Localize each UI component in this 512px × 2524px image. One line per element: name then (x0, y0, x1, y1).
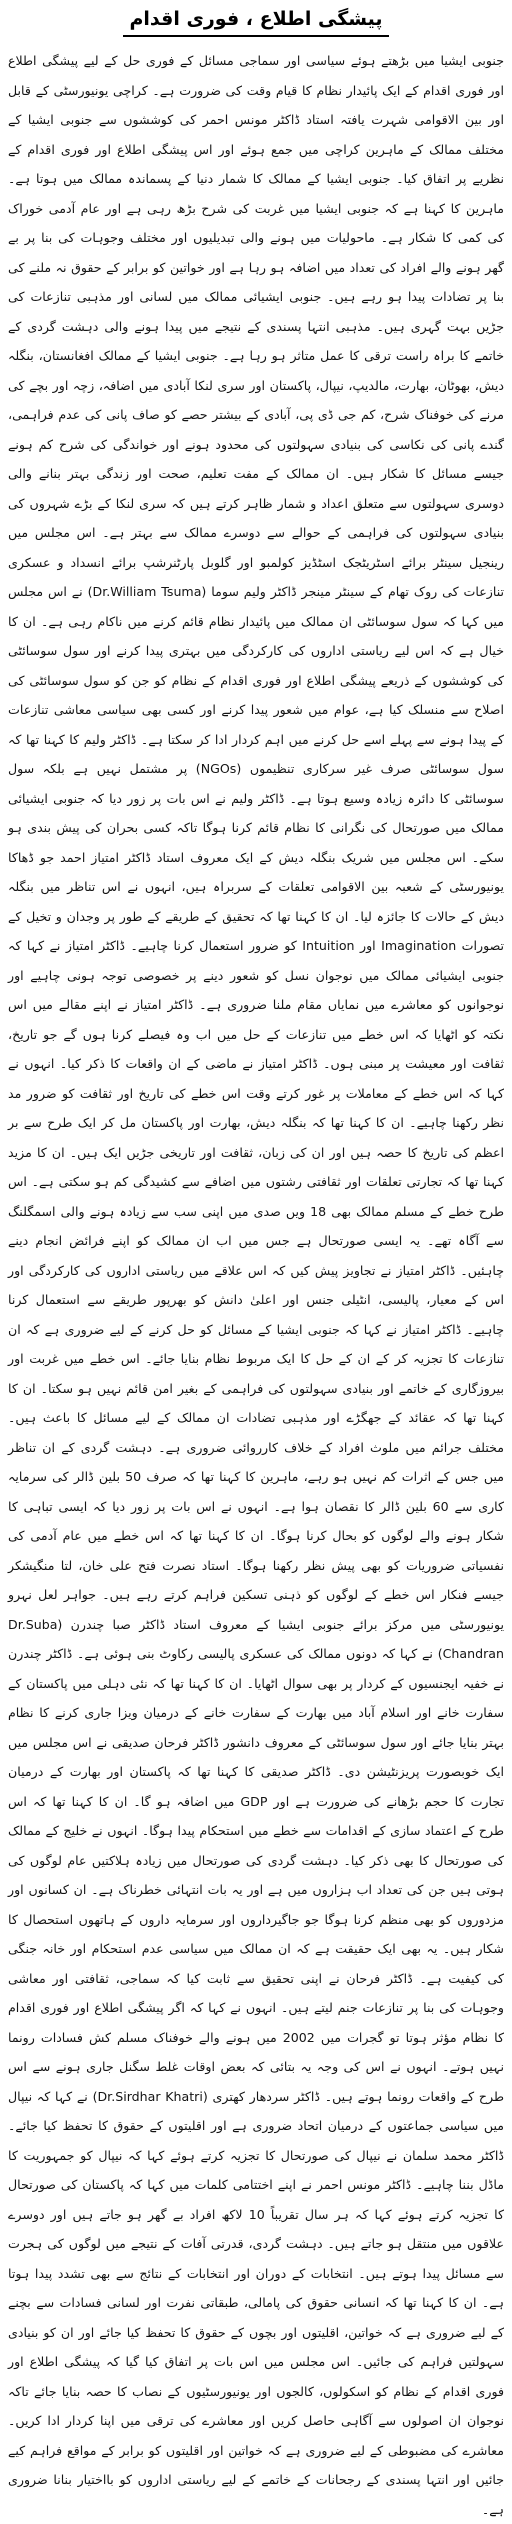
article-headline: پیشگی اطلاع ، فوری اقدام (123, 4, 388, 37)
headline-container (8, 4, 504, 36)
article-body (8, 46, 504, 2524)
article-body-text: جنوبی ایشیا میں بڑھتے ہوئے سیاسی اور سماجی مسائل کے فوری حل کے لیے پیشگی اطلاع اور فوری اقدام کے ایک پائیدار نظام کا قیام وقت کی ضرورت ہے۔ کراچی یونیورسٹی کے قابل اور بین الاقوامی شہرت یافتہ استاد ڈاکٹر مونس احمر کی کوششوں سے جنوبی ایشیا کے مختلف ممالک کے ماہرین کراچی میں جمع ہوئے اور اس پیشگی اطلاع اور فوری اقدام کے نظریے پر اتفاق کیا۔ جنوبی ایشیا کے ممالک کا شمار دنیا کے پسماندہ ممالک میں ہوتا ہے۔ ماہرین کا کہنا ہے کہ جنوبی ایشیا میں غربت کی شرح بڑھ رہی ہے اور عام آدمی خوراک کی کمی کا شکار ہے۔ ماحولیات میں ہونے والی تبدیلیوں اور مختلف وجوہات کی بنا پر بے گھر ہونے والے افراد کی تعداد میں اضافہ ہو رہا ہے اور خواتین کو برابر کے حقوق نہ ملنے کی بنا پر تضادات پیدا ہو رہے ہیں۔ جنوبی ایشیائی ممالک میں لسانی اور مذہبی تنازعات کی جڑیں بہت گہری ہیں۔ مذہبی انتہا پسندی کے نتیجے میں پیدا ہونے والی دہشت گردی کے خاتمے کا براہ راست ترقی کا عمل متاثر ہو رہا ہے۔ جنوبی ایشیا کے ممالک افغانستان، بنگلہ دیش، بھوٹان، بھارت، مالدیپ، نیپال، پاکستان اور سری لنکا آبادی میں اضافہ، زچہ اور بچے کی مرنے کی خوفناک شرح، کم جی ڈی پی، آبادی کے بیشتر حصے کو صاف پانی کی عدم فراہمی، گندے پانی کی نکاسی کی بنیادی سہولتوں کی محدود ہونے اور خواندگی کی شرح کم ہونے جیسے مسائل کا شکار ہیں۔ ان ممالک کے مفت تعلیم، صحت اور زندگی بہتر بنانے والی دوسری سہولتوں سے متعلق اعداد و شمار ظاہر کرتے ہیں کہ سری لنکا کے بڑے شہروں کی بنیادی سہولتوں کی فراہمی کے حوالے سے دوسرے ممالک سے بہتر ہے۔ اس مجلس میں رینجیل سینٹر برائے اسٹریٹجک اسٹڈیز کولمبو اور گلوبل پارٹنرشپ برائے انسداد و عسکری تنازعات کی روک تھام کے سینٹر مینجر ڈاکٹر ولیم سوما (Dr.William Tsuma) نے اس مجلس میں کہا کہ سول سوسائٹی ان ممالک میں پائیدار نظام قائم کرنے میں ناکام رہی ہے۔ ان کا خیال ہے کہ اس لیے ریاستی اداروں کی کارکردگی میں بہتری پیدا کرنے اور سول سوسائٹی کی کوششوں کے ذریعے پیشگی اطلاع اور فوری اقدام کے نظام کو جن کو سول سوسائٹی کی اصلاح سے منسلک کیا ہے، عوام میں شعور پیدا کرنے اور کسی بھی سیاسی معاشی تنازعات کے پیدا ہونے سے پہلے اسے حل کرنے میں اہم کردار ادا کر سکتا ہے۔ ڈاکٹر ولیم کا کہنا تھا کہ سول سوسائٹی صرف غیر سرکاری تنظیموں (NGOs) پر مشتمل نہیں ہے بلکہ سول سوسائٹی کا دائرہ زیادہ وسیع ہوتا ہے۔ ڈاکٹر ولیم نے اس بات پر زور دیا کہ جنوبی ایشیائی ممالک میں صورتحال کی نگرانی کا نظام قائم کرنا ہوگا تاکہ کسی بحران کی پیش بندی ہو سکے۔ اس مجلس میں شریک بنگلہ دیش کے ایک معروف استاد ڈاکٹر امتیاز احمد جو ڈھاکا یونیورسٹی کے شعبہ بین الاقوامی تعلقات کے سربراہ ہیں، انہوں نے اس تناظر میں بنگلہ دیش کے حالات کا جائزہ لیا۔ ان کا کہنا تھا کہ تحقیق کے طریقے کے طور پر وجدان و تخیل کے تصورات Imagination اور Intuition کو ضرور استعمال کرنا چاہیے۔ ڈاکٹر امتیاز نے کہا کہ جنوبی ایشیائی ممالک میں نوجوان نسل کو شعور دینے پر خصوصی توجہ ہونی چاہیے اور نوجوانوں کو معاشرے میں نمایاں مقام ملنا ضروری ہے۔ ڈاکٹر امتیاز نے اپنے مقالے میں اس نکتہ کو اٹھایا کہ اس خطے میں تنازعات کے حل میں اب وہ فیصلے کرنا ہوں گے جو تاریخ، ثقافت اور معیشت پر مبنی ہوں۔ ڈاکٹر امتیاز نے ماضی کے ان واقعات کا ذکر کیا۔ انہوں نے کہا کہ اس خطے کے معاملات پر غور کرتے وقت اس خطے کی تاریخ اور ثقافت کو ضرور مد نظر رکھنا چاہیے۔ ان کا کہنا تھا کہ بنگلہ دیش، بھارت اور پاکستان مل کر ایک طرح سے بر اعظم کی تاریخ کا حصہ ہیں اور ان کی زبان، ثقافت اور تاریخی جڑیں ایک ہیں۔ ان کا مزید کہنا تھا کہ تجارتی تعلقات اور ثقافتی رشتوں میں اضافے سے کشیدگی کم ہو سکتی ہے۔ اس طرح خطے کے مسلم ممالک بھی 18 ویں صدی میں اپنی سب سے زیادہ ہونے والی اسمگلنگ سے آگاہ تھے۔ یہ ایسی صورتحال ہے جس میں اب ان ممالک کو اپنے فرائض انجام دینے چاہئیں۔ ڈاکٹر امتیاز نے تجاویز پیش کیں کہ اس علاقے میں ریاستی اداروں کی کارکردگی اور اس کے معیار، پالیسی، انٹیلی جنس اور اعلیٰ دانش کو بھرپور طریقے سے استعمال کرنا چاہیے۔ ڈاکٹر امتیاز نے کہا کہ جنوبی ایشیا کے مسائل کو حل کرنے کے لیے ضروری ہے کہ ان تنازعات کا تجزیہ کر کے ان کے حل کا ایک مربوط نظام بنایا جائے۔ اس خطے میں غربت اور بیروزگاری کے خاتمے اور بنیادی سہولتوں کی فراہمی کے بغیر امن قائم نہیں ہو سکتا۔ ان کا کہنا تھا کہ عقائد کے جھگڑے اور مذہبی تضادات ان ممالک کے لیے مسائل کا باعث ہیں۔ مختلف جرائم میں ملوث افراد کے خلاف کارروائی ضروری ہے۔ دہشت گردی کے ان تناظر میں جس کے اثرات کم نہیں ہو رہے، ماہرین کا کہنا تھا کہ صرف 50 بلین ڈالر کی سرمایہ کاری سے 60 بلین ڈالر کا نقصان ہوا ہے۔ انہوں نے اس بات پر زور دیا کہ ایسی تباہی کا شکار ہونے والے لوگوں کو بحال کرنا ہوگا۔ ان کا کہنا تھا کہ اس خطے میں عام آدمی کی نفسیاتی ضروریات کو بھی پیش نظر رکھنا ہوگا۔ استاد نصرت فتح علی خان، لتا منگیشکر جیسے فنکار اس خطے کے لوگوں کو ذہنی تسکین فراہم کرتے رہے ہیں۔ جواہر لعل نہرو یونیورسٹی میں مرکز برائے جنوبی ایشیا کے معروف استاد ڈاکٹر صبا چندرن (Dr.Suba Chandran) نے کہا کہ دونوں ممالک کی عسکری پالیسی رکاوٹ بنی ہوئی ہے۔ ڈاکٹر چندرن نے خفیہ ایجنسیوں کے کردار پر بھی سوال اٹھایا۔ ان کا کہنا تھا کہ نئی دہلی میں پاکستان کے سفارت خانے اور اسلام آباد میں بھارت کے سفارت خانے کے درمیان ویزا جاری کرنے کا نظام بہتر بنایا جائے اور سول سوسائٹی کے معروف دانشور ڈاکٹر فرحان صدیقی نے اس مجلس میں ایک خوبصورت پریزنٹیشن دی۔ ڈاکٹر صدیقی کا کہنا تھا کہ پاکستان اور بھارت کے درمیان تجارت کا حجم بڑھانے کی ضرورت ہے اور GDP میں اضافہ ہو گا۔ ان کا کہنا تھا کہ اس طرح کے اعتماد سازی کے اقدامات سے خطے میں استحکام پیدا ہوگا۔ انہوں نے خلیج کے ممالک کی صورتحال کا بھی ذکر کیا۔ دہشت گردی کی صورتحال میں زیادہ ہلاکتیں عام لوگوں کی ہوتی ہیں جن کی تعداد اب ہزاروں میں ہے اور یہ بات انتہائی خطرناک ہے۔ ان کسانوں اور مزدوروں کو بھی منظم کرنا ہوگا جو جاگیرداروں اور سرمایہ داروں کے ہاتھوں استحصال کا شکار ہیں۔ یہ بھی ایک حقیقت ہے کہ ان ممالک میں سیاسی عدم استحکام اور خانہ جنگی کی کیفیت ہے۔ ڈاکٹر فرحان نے اپنی تحقیق سے ثابت کیا کہ سماجی، ثقافتی اور معاشی وجوہات کی بنا پر تنازعات جنم لیتے ہیں۔ انہوں نے کہا کہ اگر پیشگی اطلاع اور فوری اقدام کا نظام مؤثر ہوتا تو گجرات میں 2002 میں ہونے والے خوفناک مسلم کش فسادات رونما نہیں ہوتے۔ انہوں نے اس کی وجہ یہ بتائی کہ بعض اوقات غلط سگنل جاری ہونے سے اس طرح کے واقعات رونما ہوتے ہیں۔ ڈاکٹر سردھار کھتری (Dr.Sirdhar Khatri) نے کہا کہ نیپال میں سیاسی جماعتوں کے درمیان اتحاد ضروری ہے اور اقلیتوں کے حقوق کا تحفظ کیا جائے۔ ڈاکٹر محمد سلمان نے نیپال کی صورتحال کا تجزیہ کرتے ہوئے کہا کہ نیپال کو جمہوریت کا ماڈل بننا چاہیے۔ ڈاکٹر مونس احمر نے اپنے اختتامی کلمات میں کہا کہ پاکستان کی صورتحال کا تجزیہ کرتے ہوئے کہا کہ ہر سال تقریباً 10 لاکھ افراد بے گھر ہو جاتے ہیں اور دوسرے علاقوں میں منتقل ہو جاتے ہیں۔ دہشت گردی، قدرتی آفات کے نتیجے میں لوگوں کی ہجرت سے مسائل پیدا ہوتے ہیں۔ انتخابات کے دوران اور انتخابات کے نتائج سے بھی تشدد پیدا ہوتا ہے۔ ان کا کہنا تھا کہ انسانی حقوق کی پامالی، طبقاتی نفرت اور لسانی فسادات سے بچنے کے لیے ضروری ہے کہ خواتین، اقلیتوں اور بچوں کے حقوق کا تحفظ کیا جائے اور ان کو بنیادی سہولتیں فراہم کی جائیں۔ اس مجلس میں اس بات پر اتفاق کیا گیا کہ پیشگی اطلاع اور فوری اقدام کے نظام کو اسکولوں، کالجوں اور یونیورسٹیوں کے نصاب کا حصہ بنایا جائے تاکہ نوجوان ان اصولوں سے آگاہی حاصل کریں اور معاشرے کی ترقی میں اپنا کردار ادا کریں۔ معاشرے کی مضبوطی کے لیے ضروری ہے کہ خواتین اور اقلیتوں کو برابر کے مواقع فراہم کیے جائیں اور انتہا پسندی کے رجحانات کے خاتمے کے لیے ریاستی اداروں کو بااختیار بنانا ضروری ہے۔ (8, 53, 505, 2517)
